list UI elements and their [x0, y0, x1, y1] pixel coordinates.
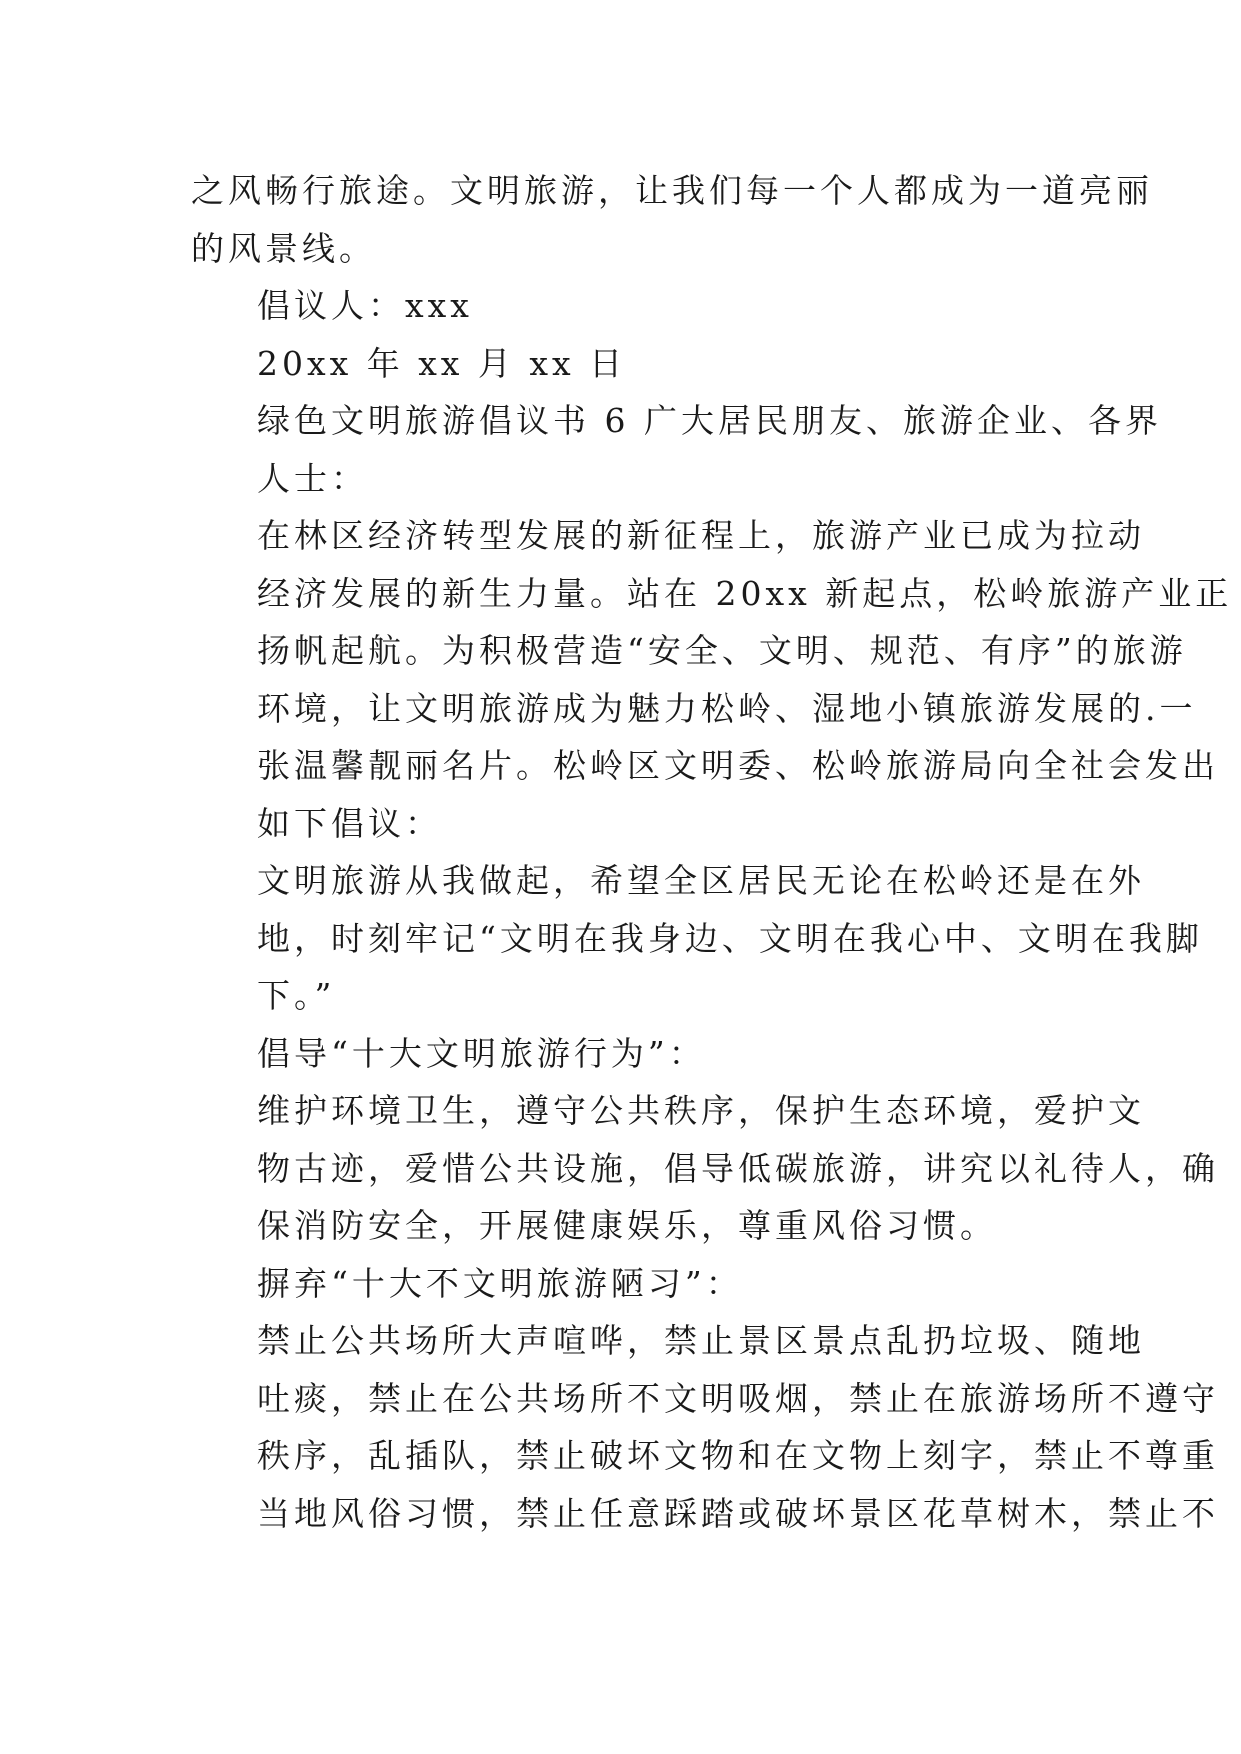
paragraph-p2 — [191, 277, 1051, 335]
document-body — [191, 162, 1233, 1542]
text-line: 的风景线。 — [191, 228, 376, 268]
text-line: 秩序，乱插队，禁止破坏文物和在文物上刻字，禁止不尊重 — [257, 1436, 1219, 1475]
paragraph-p7 — [191, 1025, 1051, 1083]
text-line: 当地风俗习惯，禁止任意踩踏或破坏景区花草树木，禁止不 — [257, 1493, 1219, 1533]
text-line: 吐痰，禁止在公共场所不文明吸烟，禁止在旅游场所不遵守 — [257, 1378, 1219, 1418]
text-line: 在林区经济转型发展的新征程上，旅游产业已成为拉动 — [257, 516, 1145, 555]
paragraph-p8 — [191, 1082, 1219, 1255]
text-line: 维护环境卫生，遵守公共秩序，保护生态环境，爱护文 — [257, 1091, 1145, 1130]
text-line: 人士： — [257, 458, 368, 498]
text-line: 如下倡议： — [257, 803, 442, 843]
text-line: 20xx 年 xx 月 xx 日 — [257, 343, 627, 383]
text-line: 张温馨靓丽名片。松岭区文明委、松岭旅游局向全社会发出 — [257, 746, 1219, 785]
text-line: 摒弃“十大不文明旅游陋习”： — [257, 1263, 743, 1303]
text-line: 倡议人：xxx — [257, 286, 473, 325]
text-line: 文明旅游从我做起，希望全区居民无论在松岭还是在外 — [257, 861, 1145, 900]
text-line: 之风畅行旅途。文明旅游，让我们每一个人都成为一道亮丽 — [191, 171, 1153, 210]
paragraph-p10 — [191, 1312, 1219, 1542]
text-line: 地，时刻牢记“文明在我身边、文明在我心中、文明在我脚 — [257, 918, 1203, 958]
text-line: 环境，让文明旅游成为魅力松岭、湿地小镇旅游发展的.一 — [257, 688, 1197, 728]
paragraph-p3 — [191, 335, 1051, 393]
text-line: 物古迹，爱惜公共设施，倡导低碳旅游，讲究以礼待人，确 — [257, 1148, 1219, 1188]
text-line: 绿色文明旅游倡议书 6 广大居民朋友、旅游企业、各界 — [257, 401, 1162, 440]
paragraph-p1 — [191, 162, 1153, 277]
text-line: 保消防安全，开展健康娱乐，尊重风俗习惯。 — [257, 1206, 997, 1245]
text-line: 禁止公共场所大声喧哗，禁止景区景点乱扔垃圾、随地 — [257, 1321, 1145, 1360]
text-line: 扬帆起航。为积极营造“安全、文明、规范、有序”的旅游 — [257, 631, 1187, 670]
paragraph-p9 — [191, 1255, 1051, 1313]
text-line: 下。” — [257, 976, 336, 1015]
text-line: 经济发展的新生力量。站在 20xx 新起点，松岭旅游产业正 — [257, 573, 1233, 613]
paragraph-p5 — [191, 507, 1233, 852]
paragraph-p6 — [191, 852, 1203, 1025]
paragraph-p4 — [191, 392, 1162, 507]
text-line: 倡导“十大文明旅游行为”： — [257, 1033, 706, 1073]
